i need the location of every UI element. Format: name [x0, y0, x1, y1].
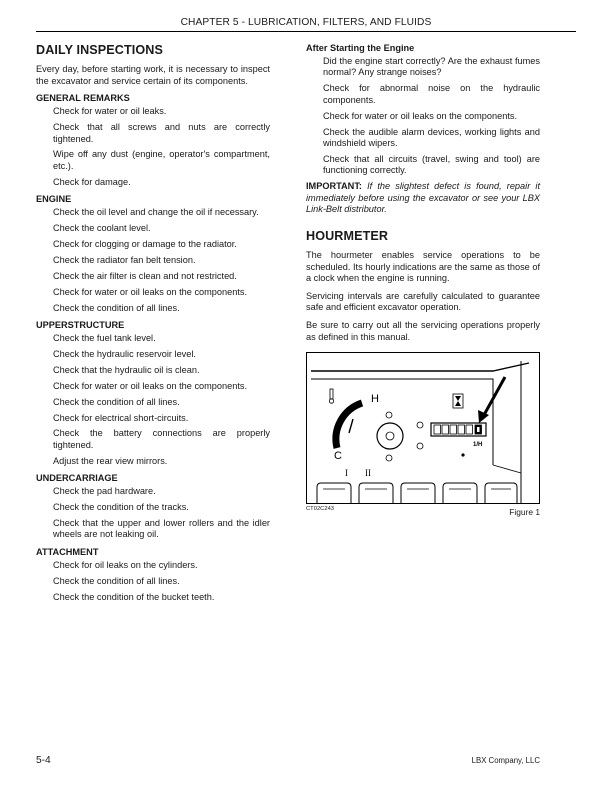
gauge-high-label: H: [371, 393, 379, 406]
important-label: IMPORTANT:: [306, 181, 362, 192]
list-item: Check for water or oil leaks on the components.: [323, 110, 518, 121]
daily-intro: Every day, before starting work, it is necessary to inspect the excavator and service certain of its components.: [36, 64, 270, 86]
list-item: Check the condition of all lines.: [53, 575, 180, 586]
hourmeter-para-1: The hourmeter enables service operations to be scheduled. Its hourly indications are the same as those of a clock when the engine is running.: [306, 249, 540, 284]
hourglass-icon: [453, 394, 463, 408]
upperstructure-list: [36, 333, 270, 467]
hourmeter-counter: [431, 423, 486, 436]
list-item: Wipe off any dust (engine, operator's compartment, etc.).: [53, 149, 270, 171]
hourmeter-para-3: Be sure to carry out all the servicing operations properly as defined in this manual.: [306, 319, 540, 342]
daily-inspections-title: DAILY INSPECTIONS: [36, 43, 163, 57]
important-text: If the slightest defect is found, repair it immediately before using the excavator or see your LBX Link-Belt distributor.: [306, 181, 540, 215]
attachment-heading: ATTACHMENT: [36, 546, 99, 557]
header-rule: [36, 31, 576, 32]
after-starting-heading: After Starting the Engine: [306, 43, 415, 53]
list-item: Check for damage.: [53, 176, 131, 187]
list-item: Check for electrical short-circuits.: [53, 412, 189, 423]
undercarriage-list: [36, 486, 270, 541]
list-item: Check that the upper and lower rollers and the idler wheels are not leaking oil.: [53, 517, 270, 540]
chapter-header: CHAPTER 5 - LUBRICATION, FILTERS, AND FLUIDS: [180, 17, 432, 28]
engine-heading: ENGINE: [36, 194, 72, 205]
general-remarks-heading: GENERAL REMARKS: [36, 93, 130, 104]
list-item: Check for water or oil leaks.: [53, 106, 167, 117]
hourmeter-figure: [306, 352, 540, 504]
list-item: Check for abnormal noise on the hydraulic components.: [323, 83, 540, 105]
left-column: [36, 43, 270, 607]
hourmeter-title: HOURMETER: [306, 228, 389, 243]
list-item: Did the engine start correctly? Are the exhaust fumes normal? Any strange noises?: [323, 56, 540, 78]
list-item: Check the condition of the bucket teeth.: [53, 591, 215, 602]
list-item: Check the coolant level.: [53, 223, 151, 234]
figure-code: CT02C243: [306, 506, 335, 513]
list-item: Check the oil level and change the oil if necessary.: [53, 207, 259, 218]
page-number: 5-4: [36, 755, 51, 766]
engine-list: [36, 207, 270, 314]
list-item: Check the pad hardware.: [53, 486, 156, 497]
footer-company: LBX Company, LLC: [471, 756, 540, 765]
list-item: Check the hydraulic reservoir level.: [53, 348, 196, 359]
attachment-list: [36, 560, 270, 603]
general-remarks-list: [36, 106, 270, 188]
hourmeter-unit-label: 1/H: [473, 442, 483, 449]
list-item: Check the air filter is clean and not restricted.: [53, 270, 237, 281]
switch-row: [317, 483, 517, 503]
list-item: Check that all circuits (travel, swing and tool) are functioning correctly.: [323, 153, 540, 176]
list-item: Check the condition of all lines.: [53, 396, 180, 407]
hourmeter-para-2: Servicing intervals are carefully calculated to guarantee safe and efficient excavator operation.: [306, 290, 540, 313]
list-item: Check for water or oil leaks on the components.: [53, 286, 248, 297]
figure-label: Figure 1: [509, 507, 540, 518]
after-starting-list: [306, 56, 540, 177]
important-note: [306, 181, 540, 216]
list-item: Check the condition of all lines.: [53, 302, 180, 313]
list-item: Check the radiator fan belt tension.: [53, 254, 196, 265]
list-item: Check for clogging or damage to the radiator.: [53, 238, 237, 249]
dial-knob: [377, 423, 403, 449]
list-item: Check the condition of the tracks.: [53, 502, 189, 513]
figure-caption: [306, 506, 540, 518]
instrument-panel-illustration: [307, 353, 539, 503]
list-item: Adjust the rear view mirrors.: [53, 455, 168, 466]
thermometer-icon: [329, 389, 333, 403]
gauge-low-label: C: [334, 450, 342, 463]
undercarriage-heading: UNDERCARRIAGE: [36, 473, 118, 484]
upperstructure-heading: UPPERSTRUCTURE: [36, 319, 125, 330]
list-item: Check the fuel tank level.: [53, 332, 156, 343]
list-item: Check the battery connections are properly tightened.: [53, 428, 270, 450]
list-item: Check the audible alarm devices, working lights and windshield wipers.: [323, 126, 540, 148]
list-item: Check for water or oil leaks on the components.: [53, 380, 248, 391]
list-item: Check that the hydraulic oil is clean.: [53, 364, 200, 375]
mode-two-label: II: [365, 468, 371, 479]
mode-one-label: I: [345, 468, 348, 479]
list-item: Check for oil leaks on the cylinders.: [53, 559, 198, 570]
right-column: [306, 43, 540, 518]
arrow-pointer-icon: [478, 377, 505, 423]
list-item: Check that all screws and nuts are correctly tightened.: [53, 122, 270, 144]
